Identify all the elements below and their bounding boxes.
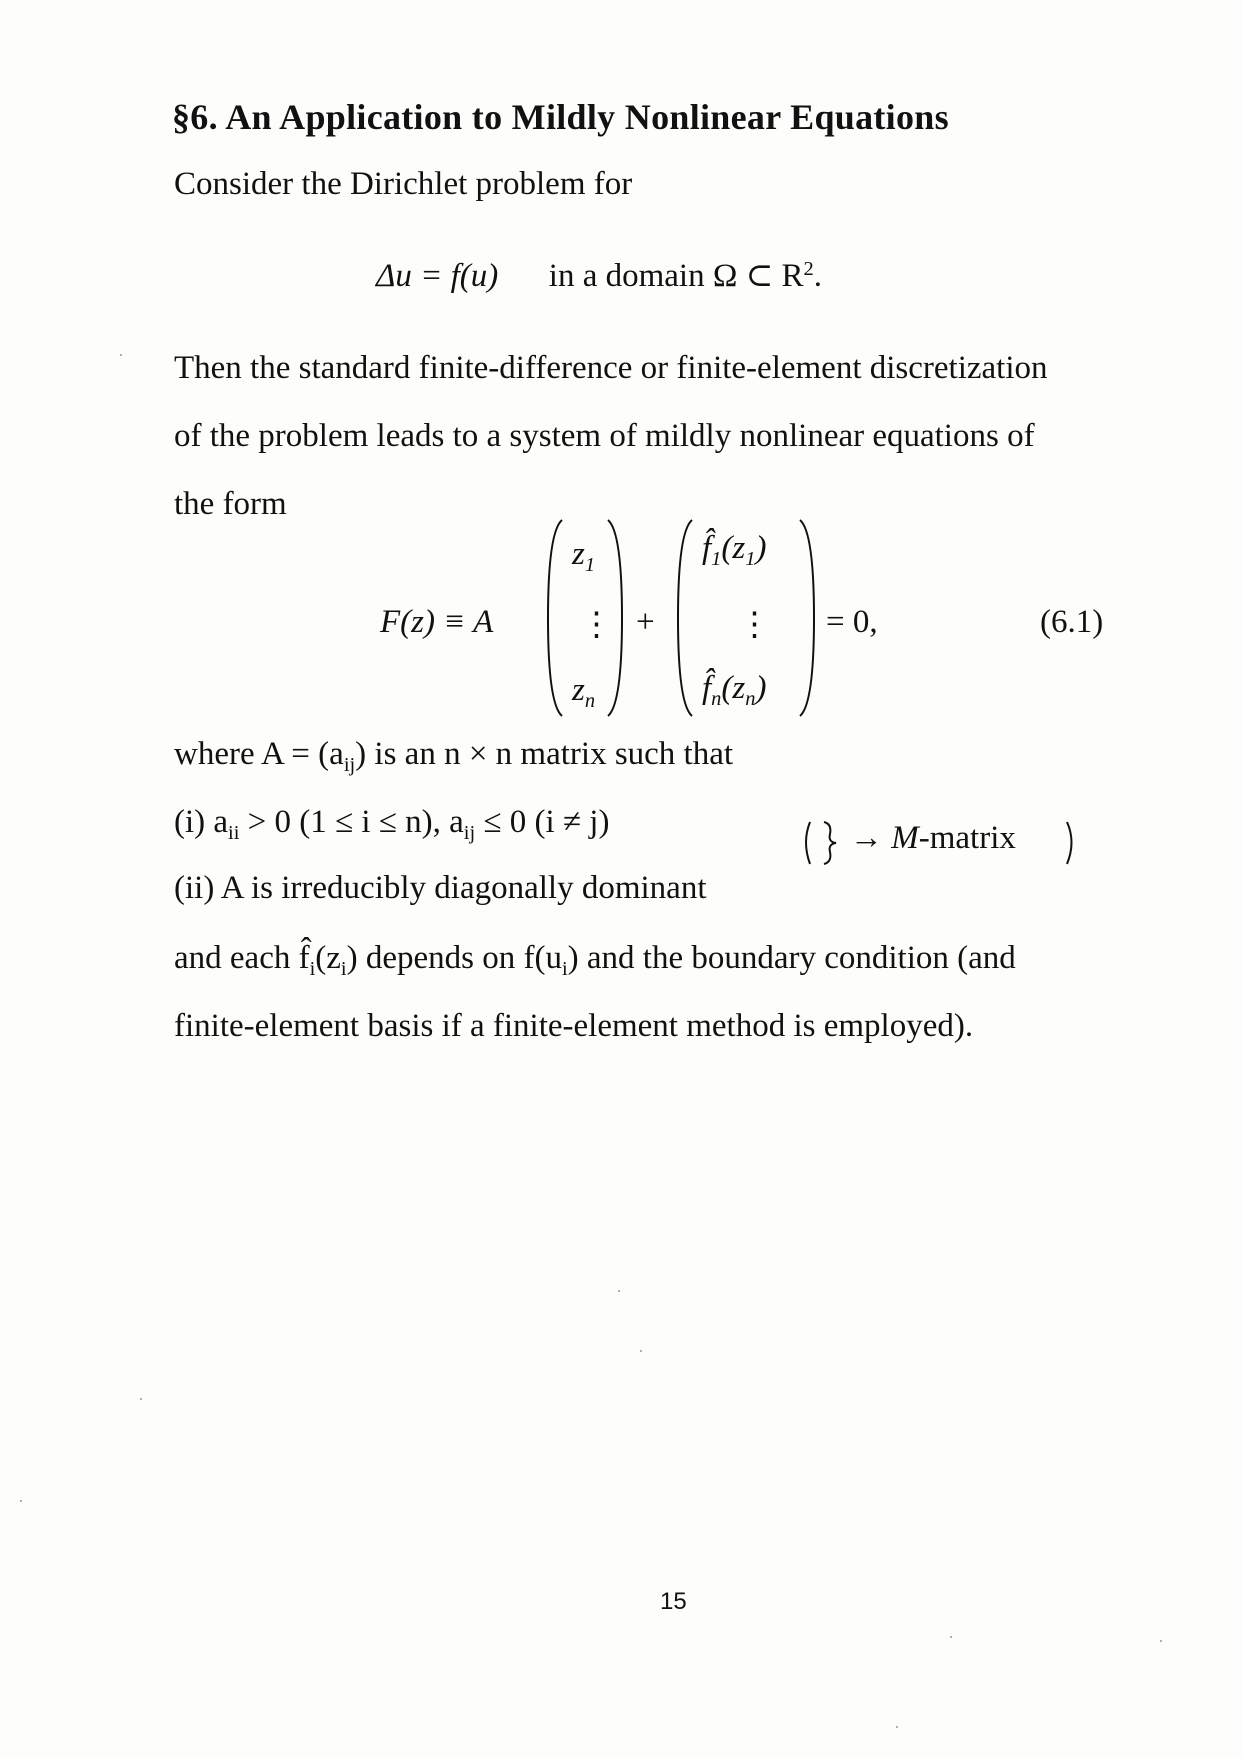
condition-i-sub2: ij — [463, 822, 476, 845]
condition-i-a: (i) a — [174, 804, 229, 840]
closing-sub2: i — [340, 958, 347, 981]
closing-d: ) and the boundary condition (and — [567, 940, 1016, 976]
para-line-2: of the problem leads to a system of mildly nonlinear equations of — [174, 418, 1035, 454]
para-line-1: Then the standard finite-difference or finite-element discretization — [174, 350, 1048, 386]
equation-domain-sup: 2 — [803, 257, 814, 280]
scan-speck — [896, 1726, 898, 1728]
vector1-top-sub: 1 — [584, 554, 596, 577]
equation-lhs: Δu = f(u) — [376, 258, 499, 294]
intro-line: Consider the Dirichlet problem for — [174, 166, 633, 202]
vector1-bottom-sub: n — [584, 690, 596, 713]
equation-number: (6.1) — [1040, 604, 1104, 640]
vector2-ellipsis: ⋮ — [738, 607, 771, 643]
section-heading: §6. An Application to Mildly Nonlinear Equations — [172, 97, 949, 137]
scan-speck — [120, 354, 122, 356]
closing-b: (z — [315, 940, 341, 976]
closing-sub1: i — [309, 958, 316, 981]
scan-speck — [20, 1500, 22, 1502]
vector2-bottom-arg: (z — [721, 670, 746, 706]
left-paren-icon — [544, 518, 566, 718]
scan-speck — [618, 1290, 620, 1292]
condition-i-c: ≤ 0 (i ≠ j) — [475, 804, 610, 840]
closing-line-1 — [174, 938, 1016, 981]
equation-end: . — [813, 258, 823, 294]
scan-speck — [950, 1636, 952, 1638]
closing-sub3: i — [561, 958, 568, 981]
equation-rhs: = 0, — [826, 604, 878, 640]
vector1-bottom-symbol: z — [572, 672, 585, 708]
where-line-a: where A = (a — [174, 736, 344, 772]
dirichlet-equation — [376, 256, 822, 296]
note-m: M — [891, 820, 919, 856]
closing-line-2: finite-element basis if a finite-element method is employed). — [174, 1008, 974, 1044]
brace-icon — [800, 818, 840, 868]
vector2-bottom-close: ) — [755, 670, 767, 706]
vector2-top-close: ) — [755, 530, 767, 566]
note-text — [850, 820, 1016, 857]
vector1-ellipsis: ⋮ — [580, 607, 613, 643]
arrow-icon: → — [850, 820, 883, 856]
note-close-paren-icon — [1064, 818, 1078, 868]
condition-i-sub1: ii — [228, 822, 240, 845]
vector1-bottom — [572, 672, 596, 713]
vector2-bottom-arg-sub: n — [745, 688, 756, 711]
where-line-sub: ij — [343, 754, 356, 777]
vector1-top — [572, 536, 596, 577]
left-paren-icon-2 — [674, 518, 696, 718]
page-number: 15 — [660, 1588, 687, 1615]
vector2-top — [702, 530, 767, 571]
vector2-top-f: f̂ — [702, 530, 712, 566]
where-line-end: ) is an n × n matrix such that — [355, 736, 734, 772]
right-paren-icon-2 — [796, 518, 818, 718]
equation-lhs-FzA: F(z) ≡ A — [380, 604, 494, 640]
vector2-top-sub: 1 — [711, 548, 722, 571]
vector2-bottom-f: f̂ — [702, 670, 712, 706]
vector2-bottom — [702, 670, 767, 711]
vector2-top-arg-sub: 1 — [745, 548, 756, 571]
condition-ii: (ii) A is irreducibly diagonally dominant — [174, 870, 707, 906]
equation-domain-text: in a domain Ω ⊂ R — [548, 258, 804, 294]
scan-speck — [640, 1350, 642, 1352]
condition-i — [174, 802, 610, 845]
where-line — [174, 734, 734, 777]
note-matrix: -matrix — [918, 820, 1016, 856]
scan-speck — [140, 1398, 142, 1400]
plus-sign: + — [636, 604, 655, 640]
closing-a: and each f̂ — [174, 940, 310, 976]
closing-c: ) depends on f(u — [346, 940, 562, 976]
vector1-top-symbol: z — [572, 536, 585, 572]
condition-i-b: > 0 (1 ≤ i ≤ n), a — [239, 804, 464, 840]
vector2-top-arg: (z — [721, 530, 746, 566]
para-line-3: the form — [174, 486, 287, 522]
scan-speck — [1160, 1640, 1162, 1642]
vector2-bottom-sub: n — [711, 688, 722, 711]
